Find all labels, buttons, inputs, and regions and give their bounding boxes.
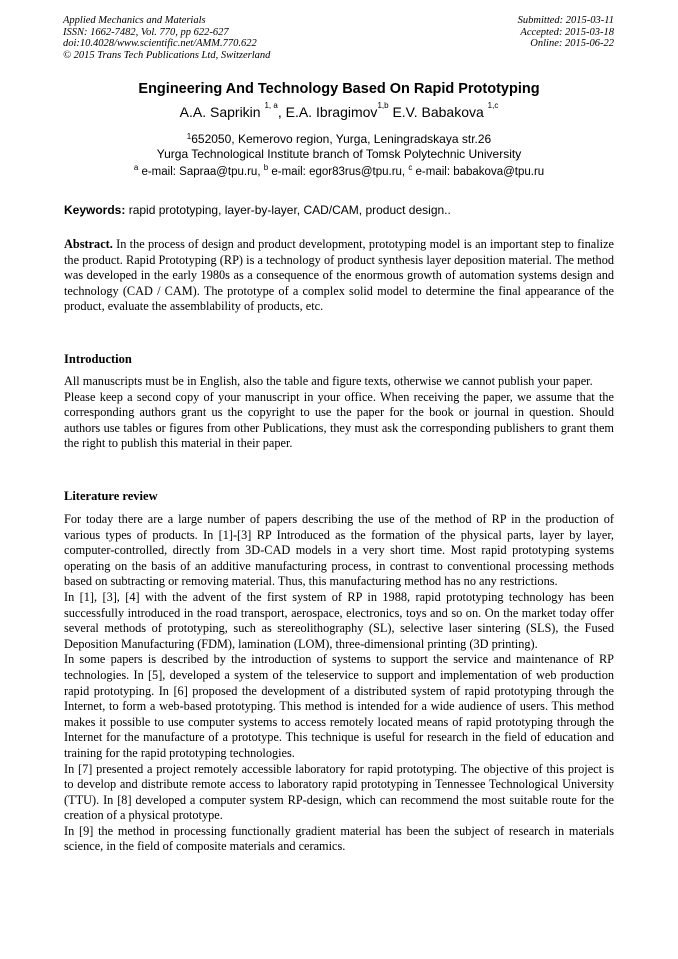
email-mark: b [263, 163, 269, 172]
journal-name: Applied Mechanics and Materials [63, 15, 206, 26]
abstract-paragraph [64, 237, 614, 315]
author-name: A.A. Saprikin [179, 104, 261, 120]
author-emails [0, 163, 678, 178]
author-name: E.V. Babakova [392, 104, 484, 120]
journal-copyright: © 2015 Trans Tech Publications Ltd, Switzerland [63, 49, 271, 61]
paper-title: Engineering And Technology Based On Rapid Prototyping [138, 81, 540, 97]
author-name: E.A. Ibragimov [285, 104, 378, 120]
introduction-paragraph: All manuscripts must be in English, also the table and figure texts, otherwise we cannot publish your paper. [64, 374, 593, 388]
journal-issn: ISSN: 1662-7482, Vol. 770, pp 622-627 [63, 26, 229, 38]
author-separator: , [277, 104, 286, 120]
literature-review-heading: Literature review [64, 489, 158, 503]
literature-paragraph: In some papers is described by the introduction of systems to support the service and maintenance of RP technologies. In [5], developed a system of the teleservice to support and implementation of web production rapid prototyping. In [6] proposed the development of a distributed system of rapid prototyping through the Internet, to form a web-based prototyping. This method is intended for a wide audience of users. This method makes it possible to use computer systems to access remotely located means of rapid prototyping through the Internet for the manufacture of a prototype. This technique is useful for research in the field of education and training for the rapid prototyping technologies. [64, 652, 614, 760]
affiliation-mark: 1 [186, 132, 192, 141]
keywords-line [64, 203, 616, 217]
author-list [0, 101, 678, 120]
journal-doi: doi:10.4028/www.scientific.net/AMM.770.622 [63, 38, 257, 50]
literature-paragraph: In [9] the method in processing functionally gradient material has been the subject of research in materials science, in the field of composite materials and ceramics. [64, 823, 614, 854]
keywords-text: rapid prototyping, layer-by-layer, CAD/CAM, product design.. [125, 203, 451, 217]
literature-paragraph: In [7] presented a project remotely accessible laboratory for rapid prototyping. The objective of this project is to develop and distribute remote access to laboratory rapid prototyping in Tennessee Technological University (TTU). In [8] developed a computer system RP-design, which can recommend the most suitable route for the creation of a physical prototype. [64, 761, 614, 823]
keywords-label: Keywords: [64, 203, 126, 217]
email-mark: a [133, 163, 139, 172]
abstract-label: Abstract. [64, 237, 113, 251]
email-text: e-mail: egor83rus@tpu.ru, [268, 166, 409, 178]
introduction-section [64, 374, 614, 452]
submitted-date: Submitted: 2015-03-11 [517, 15, 614, 26]
journal-header-right [518, 15, 614, 50]
affiliation-institution: Yurga Technological Institute branch of Tomsk Polytechnic University [156, 147, 522, 161]
email-text: e-mail: Sapraa@tpu.ru, [138, 166, 264, 178]
introduction-paragraph: Please keep a second copy of your manuscript in your office. When receiving the paper, we assume that the corresponding authors grant us the copyright to use the paper for the book or journal in question. Should authors use tables or figures from other Publications, they must ask the corresponding publishers to grant them the right to publish this material in their paper. [64, 389, 614, 451]
online-date: Online: 2015-06-22 [530, 38, 614, 50]
affiliation-address [0, 132, 678, 147]
author-affil-mark: 1,b [377, 101, 389, 110]
accepted-date: Accepted: 2015-03-18 [520, 26, 614, 38]
affiliation-line-1: 652050, Kemerovo region, Yurga, Leningradskaya str.26 [191, 132, 492, 146]
literature-paragraph: In [1], [3], [4] with the advent of the first system of RP in 1988, rapid prototyping technology has been successfully introduced in the road transport, aerospace, electronics, toys and so on. On the market today offer several methods of prototyping, such as stereolithography (SL), selective laser sintering (SLS), the Fused Deposition Manufacturing (FDM), lamination (LOM), three-dimensional printing (3D printing). [64, 589, 614, 651]
email-text: e-mail: babakova@tpu.ru [412, 166, 545, 178]
literature-paragraph: For today there are a large number of papers describing the use of the method of RP in the production of various types of products. In [1]-[3] RP Introduced as the formation of the physical parts, layer by layer, computer-controlled, directly from 3D-CAD models in a very short time. Most rapid prototyping systems operating on the basis of an additive manufacturing process, in contrast to conventional processing methods based on subtracting or removing material. Thus, this manufacturing method has no any restrictions. [64, 512, 614, 589]
literature-review-section [64, 512, 614, 855]
email-mark: c [408, 163, 413, 172]
introduction-heading: Introduction [64, 352, 132, 366]
abstract-block [64, 237, 614, 315]
author-affil-mark: 1,c [487, 101, 499, 110]
author-affil-mark: 1, a [264, 101, 278, 110]
journal-header-left [63, 15, 270, 61]
abstract-text: In the process of design and product development, prototyping model is an important step to finalize the product. Rapid Prototyping (RP) is a technology of product synthesis layer deposition material. The method was developed in the early 1980s as a consequence of the enormous growth of automation systems design and technology (CAD / CAM). The prototype of a complex solid model to determine the final appearance of the product, evaluate the assemblability of products, etc. [64, 237, 614, 314]
